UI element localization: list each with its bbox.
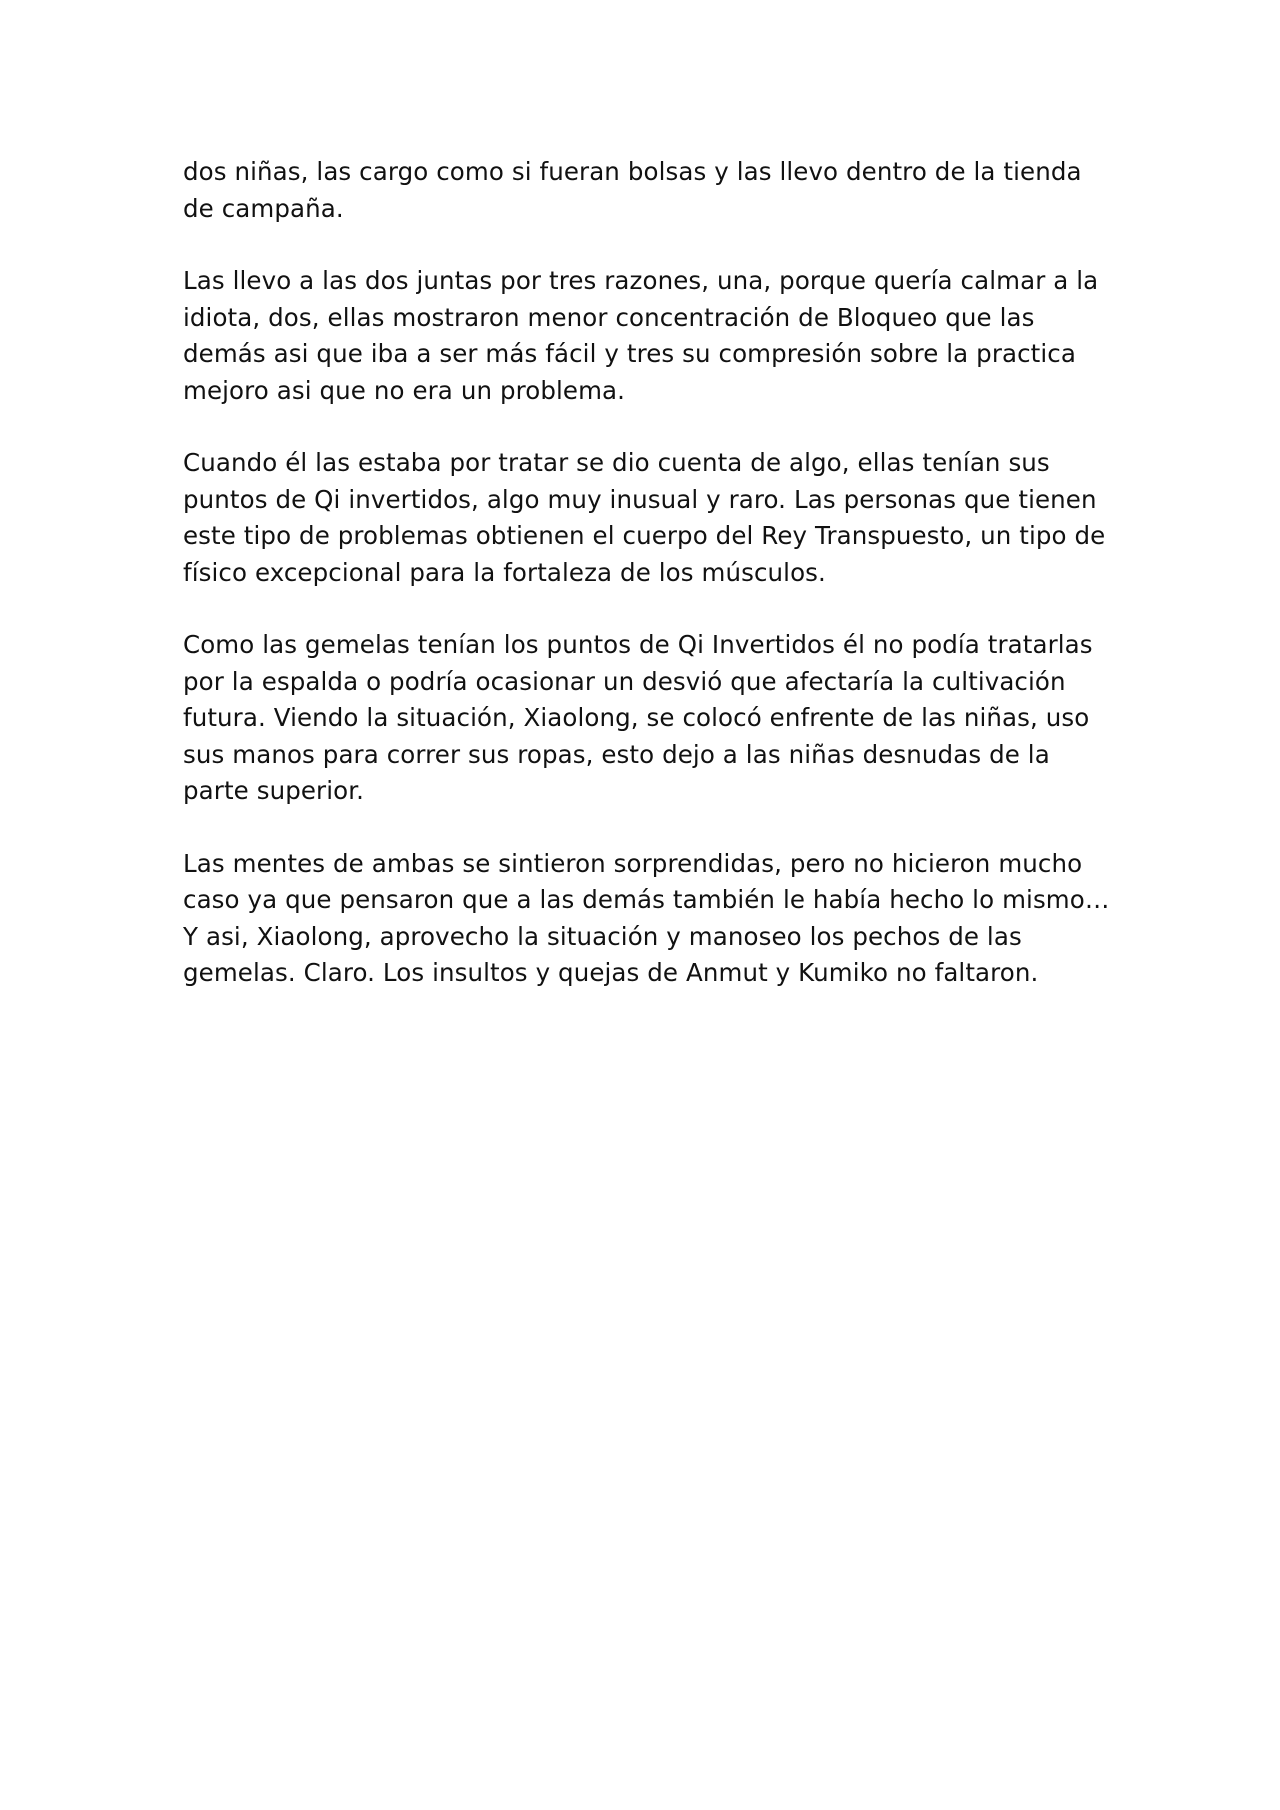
document-body bbox=[183, 154, 1113, 992]
paragraph-5: Las mentes de ambas se sintieron sorprendidas, pero no hicieron mucho caso ya que pensaron que a las demás también le había hecho lo mismo… Y asi, Xiaolong, aprovecho la situación y manoseo los pechos de las gemelas. Claro. Los insultos y quejas de Anmut y Kumiko no faltaron. bbox=[183, 848, 1110, 987]
paragraph-1: dos niñas, las cargo como si fueran bolsas y las llevo dentro de la tienda de campaña. bbox=[183, 157, 1082, 223]
paragraph-4: Como las gemelas tenían los puntos de Qi Invertidos él no podía tratarlas por la espalda o podría ocasionar un desvió que afectaría la cultivación futura. Viendo la situación, Xiaolong, se colocó enfrente de las niñas, uso sus manos para correr sus ropas, esto dejo a las niñas desnudas de la parte superior. bbox=[183, 630, 1093, 805]
paragraph-2: Las llevo a las dos juntas por tres razones, una, porque quería calmar a la idiota, dos, ellas mostraron menor concentración de Bloqueo que las demás asi que iba a ser más fácil y tres su compresión sobre la practica mejoro asi que no era un problema. bbox=[183, 266, 1099, 405]
paragraph-3: Cuando él las estaba por tratar se dio cuenta de algo, ellas tenían sus puntos de Qi invertidos, algo muy inusual y raro. Las personas que tienen este tipo de problemas obtienen el cuerpo del Rey Transpuesto, un tipo de físico excepcional para la fortaleza de los músculos. bbox=[183, 448, 1106, 587]
